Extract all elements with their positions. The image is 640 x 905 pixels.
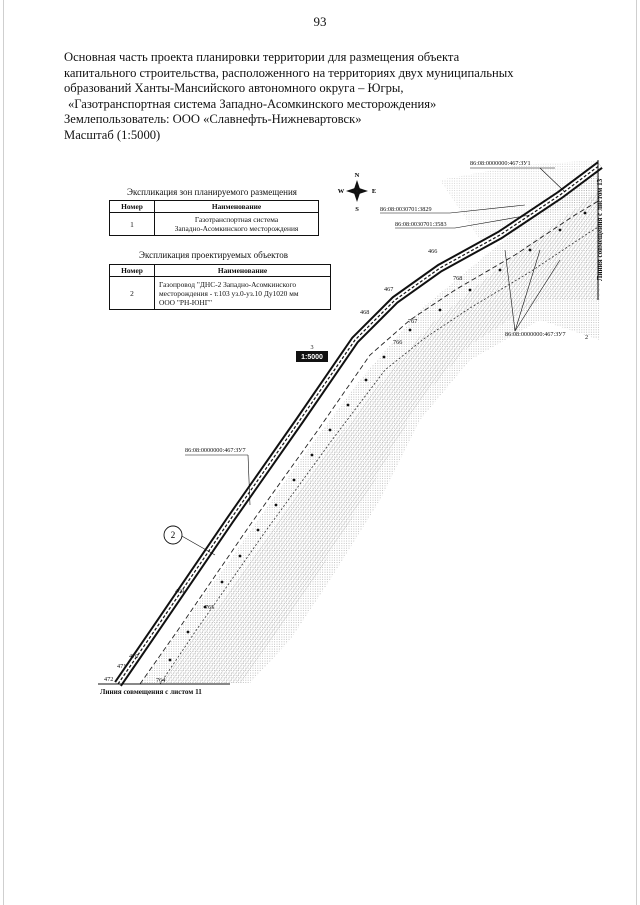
point-470: 470	[129, 653, 139, 660]
object-number: 2	[170, 530, 176, 540]
table-row	[110, 213, 319, 236]
label-parcel-top: 86:08:0000000:467:ЗУ1	[470, 160, 531, 167]
zones-row-name-line1: Газотранспортная система	[194, 215, 279, 224]
point-767: 767	[408, 318, 418, 325]
zones-row-name-line2: Западно-Асомкинского месторождения	[174, 224, 299, 233]
zones-row-number: 1	[110, 213, 155, 236]
header-line-5: Землепользователь: ООО «Славнефть-Нижневартовск»	[64, 112, 362, 127]
point-768: 768	[453, 275, 463, 282]
header-line-4: «Газотранспортная система Западно-Асомкинского месторождения»	[68, 96, 437, 111]
point-469: 469	[175, 588, 185, 595]
point-766: 766	[393, 339, 403, 346]
match-line-right-label: Линия совмещения с листом 13	[596, 178, 604, 282]
objects-row-name	[155, 277, 331, 310]
compass-s: S	[355, 206, 359, 213]
label-parcel-subscript: 2	[585, 334, 589, 341]
table-row	[110, 277, 331, 310]
compass-n: N	[354, 172, 360, 179]
point-471: 471	[117, 663, 127, 670]
objects-header-number: Номер	[110, 265, 155, 277]
label-parcel-right: 86:08:0000000:467:ЗУ7	[505, 331, 566, 338]
page-number: 93	[313, 14, 327, 29]
label-parcel-3829: 86:08:0030701:3829	[380, 206, 432, 213]
zones-table	[109, 200, 319, 236]
objects-row-name-line1: Газопровод "ДНС-2 Западно-Асомкинского	[159, 279, 297, 289]
objects-row-name-line3: ООО "РН-ЮНГ"	[159, 297, 213, 307]
scale-stamp	[296, 344, 328, 362]
point-466: 466	[428, 248, 438, 255]
zones-header-name: Наименование	[155, 201, 319, 213]
point-467: 467	[384, 286, 394, 293]
objects-table	[109, 264, 331, 310]
stamp-top: 3	[310, 344, 314, 351]
header-line-3: образований Ханты-Мансийского автономного округа – Югры,	[64, 81, 404, 96]
zones-table-caption: Экспликация зон планируемого размещения	[127, 187, 297, 197]
label-parcel-3583: 86:08:0030701:3583	[395, 221, 447, 228]
header-line-1: Основная часть проекта планировки территории для размещения объекта	[64, 50, 460, 64]
point-764: 764	[156, 677, 166, 684]
point-765: 765	[205, 604, 215, 611]
objects-row-name-line2: месторождения - т.103 уз.0-уз.10 Ду1020 мм	[159, 288, 299, 298]
objects-header-name: Наименование	[155, 265, 331, 277]
zones-row-name	[155, 213, 319, 236]
point-468: 468	[360, 309, 370, 316]
compass-rose	[338, 172, 376, 213]
objects-row-number: 2	[110, 277, 155, 310]
stamp-label: 1:5000	[301, 354, 323, 361]
point-472: 472	[104, 676, 114, 683]
header-line-2: капитального строительства, расположенного на территориях двух муниципальных	[64, 65, 514, 80]
compass-e: E	[371, 188, 377, 195]
match-line-bottom-label: Линия совмещения с листом 11	[100, 688, 202, 696]
zones-header-number: Номер	[110, 201, 155, 213]
object-number-marker	[164, 526, 182, 544]
label-parcel-left: 86:08:0000000:467:ЗУ7	[185, 447, 246, 454]
header-line-6: Масштаб (1:5000)	[64, 127, 161, 142]
objects-table-caption: Экспликация проектируемых объектов	[139, 250, 288, 260]
compass-w: W	[337, 188, 345, 195]
